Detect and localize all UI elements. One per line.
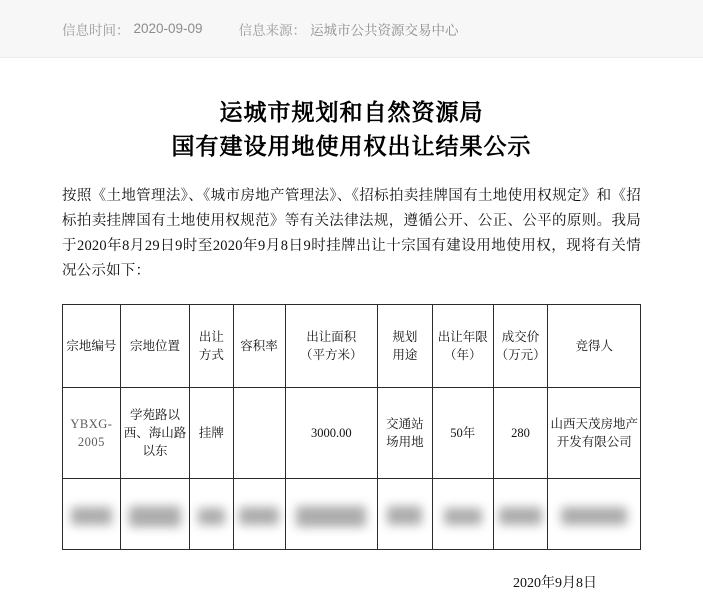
meta-time-value: 2020-09-09	[133, 21, 203, 36]
cell-parcel-id-sub: 2005	[77, 435, 105, 449]
cell-planned-use	[377, 388, 432, 479]
blur-overlay	[239, 507, 280, 525]
column-header-winner	[548, 305, 641, 388]
blur-overlay	[198, 508, 225, 525]
cell-winner-line-2: 开发有限公司	[556, 435, 632, 449]
column-header-price-sub: （万元）	[495, 348, 546, 362]
column-header-transfer-method-sub: 方式	[198, 348, 224, 362]
column-header-term	[432, 305, 493, 388]
page-title-line-2: 国有建设用地使用权出让结果公示	[171, 134, 532, 159]
cell-parcel-id	[63, 388, 121, 479]
column-header-price	[493, 305, 548, 388]
column-header-term-sub: （年）	[443, 348, 482, 362]
meta-source-label: 信息来源：	[238, 22, 307, 38]
land-transfer-result-table	[62, 304, 641, 550]
cell-term-value: 50年	[450, 426, 476, 440]
column-header-area-main: 出让面积	[306, 330, 357, 344]
blur-overlay	[129, 506, 181, 527]
column-header-area-sub: （平方米）	[299, 348, 363, 362]
table-row	[63, 388, 641, 479]
blur-overlay	[71, 507, 112, 525]
cell-parcel-location-blurred	[120, 479, 189, 550]
cell-price-blurred	[493, 479, 548, 550]
column-header-planned-use	[377, 305, 432, 388]
meta-time-label: 信息时间：	[62, 22, 130, 38]
column-header-parcel-id	[63, 305, 121, 388]
cell-parcel-location	[120, 388, 189, 479]
meta-time	[62, 19, 203, 39]
cell-plot-ratio-blurred	[233, 479, 285, 550]
table-header	[63, 305, 641, 388]
blur-overlay	[561, 507, 627, 525]
document-sign-date: 2020年9月8日	[513, 576, 597, 591]
cell-transfer-method	[190, 388, 233, 479]
cell-transfer-method-blurred	[190, 479, 233, 550]
cell-transfer-method-value: 挂牌	[198, 426, 224, 440]
column-header-transfer-method	[190, 305, 233, 388]
cell-parcel-location-line-2: 西、海山路	[123, 426, 187, 440]
blur-overlay	[499, 507, 542, 525]
column-header-planned-use-sub: 用途	[392, 348, 418, 362]
cell-plot-ratio	[233, 388, 285, 479]
cell-term	[432, 388, 493, 479]
table-body	[63, 388, 641, 550]
cell-term-blurred	[432, 479, 493, 550]
blur-overlay	[296, 506, 366, 527]
cell-parcel-location-line-3: 以东	[142, 444, 168, 458]
cell-price	[493, 388, 548, 479]
cell-planned-use-blurred	[377, 479, 432, 550]
blur-overlay	[444, 508, 482, 525]
column-header-planned-use-main: 规划	[392, 330, 418, 344]
meta-source-value: 运城市公共资源交易中心	[310, 22, 459, 38]
column-header-term-main: 出让年限	[437, 330, 488, 344]
cell-parcel-id-blurred	[63, 479, 121, 550]
cell-price-value: 280	[511, 426, 530, 440]
cell-area-blurred	[285, 479, 377, 550]
cell-area	[285, 388, 377, 479]
column-header-plot-ratio	[233, 305, 285, 388]
page-title	[62, 96, 641, 164]
column-header-parcel-location	[120, 305, 189, 388]
cell-winner	[548, 388, 641, 479]
column-header-winner-main: 竞得人	[575, 339, 613, 353]
column-header-parcel-location-main: 宗地位置	[129, 339, 180, 353]
document-body	[0, 58, 703, 592]
column-header-price-main: 成交价	[501, 330, 540, 344]
table-row	[63, 479, 641, 550]
cell-winner-line-1: 山西天茂房地产	[550, 417, 638, 431]
meta-source	[239, 19, 459, 39]
cell-winner-blurred	[548, 479, 641, 550]
page-title-line-1: 运城市规划和自然资源局	[219, 100, 484, 125]
column-header-transfer-method-main: 出让	[198, 330, 224, 344]
blur-overlay	[387, 506, 423, 526]
table-header-row	[63, 305, 641, 388]
cell-area-value: 3000.00	[310, 426, 352, 440]
cell-parcel-id-main: YBXG-	[70, 417, 113, 431]
cell-parcel-location-line-1: 学苑路以	[129, 408, 180, 422]
column-header-plot-ratio-main: 容积率	[240, 339, 278, 353]
column-header-parcel-id-main: 宗地编号	[66, 339, 117, 353]
cell-planned-use-line-1: 交通站	[386, 417, 424, 431]
column-header-area	[285, 305, 377, 388]
document-meta-bar	[0, 0, 703, 58]
cell-planned-use-line-2: 场用地	[386, 435, 424, 449]
document-paragraph: 按照《土地管理法》、《城市房地产管理法》、《招标拍卖挂牌国有土地使用权规定》和《招标拍卖挂牌国有土地使用权规范》等有关法律法规，遵循公开、公正、公平的原则。我局于2020年8月29日9时至2020年9月8日9时挂牌出让十宗国有建设用地使用权，现将有关情况公示如下：	[62, 188, 641, 279]
